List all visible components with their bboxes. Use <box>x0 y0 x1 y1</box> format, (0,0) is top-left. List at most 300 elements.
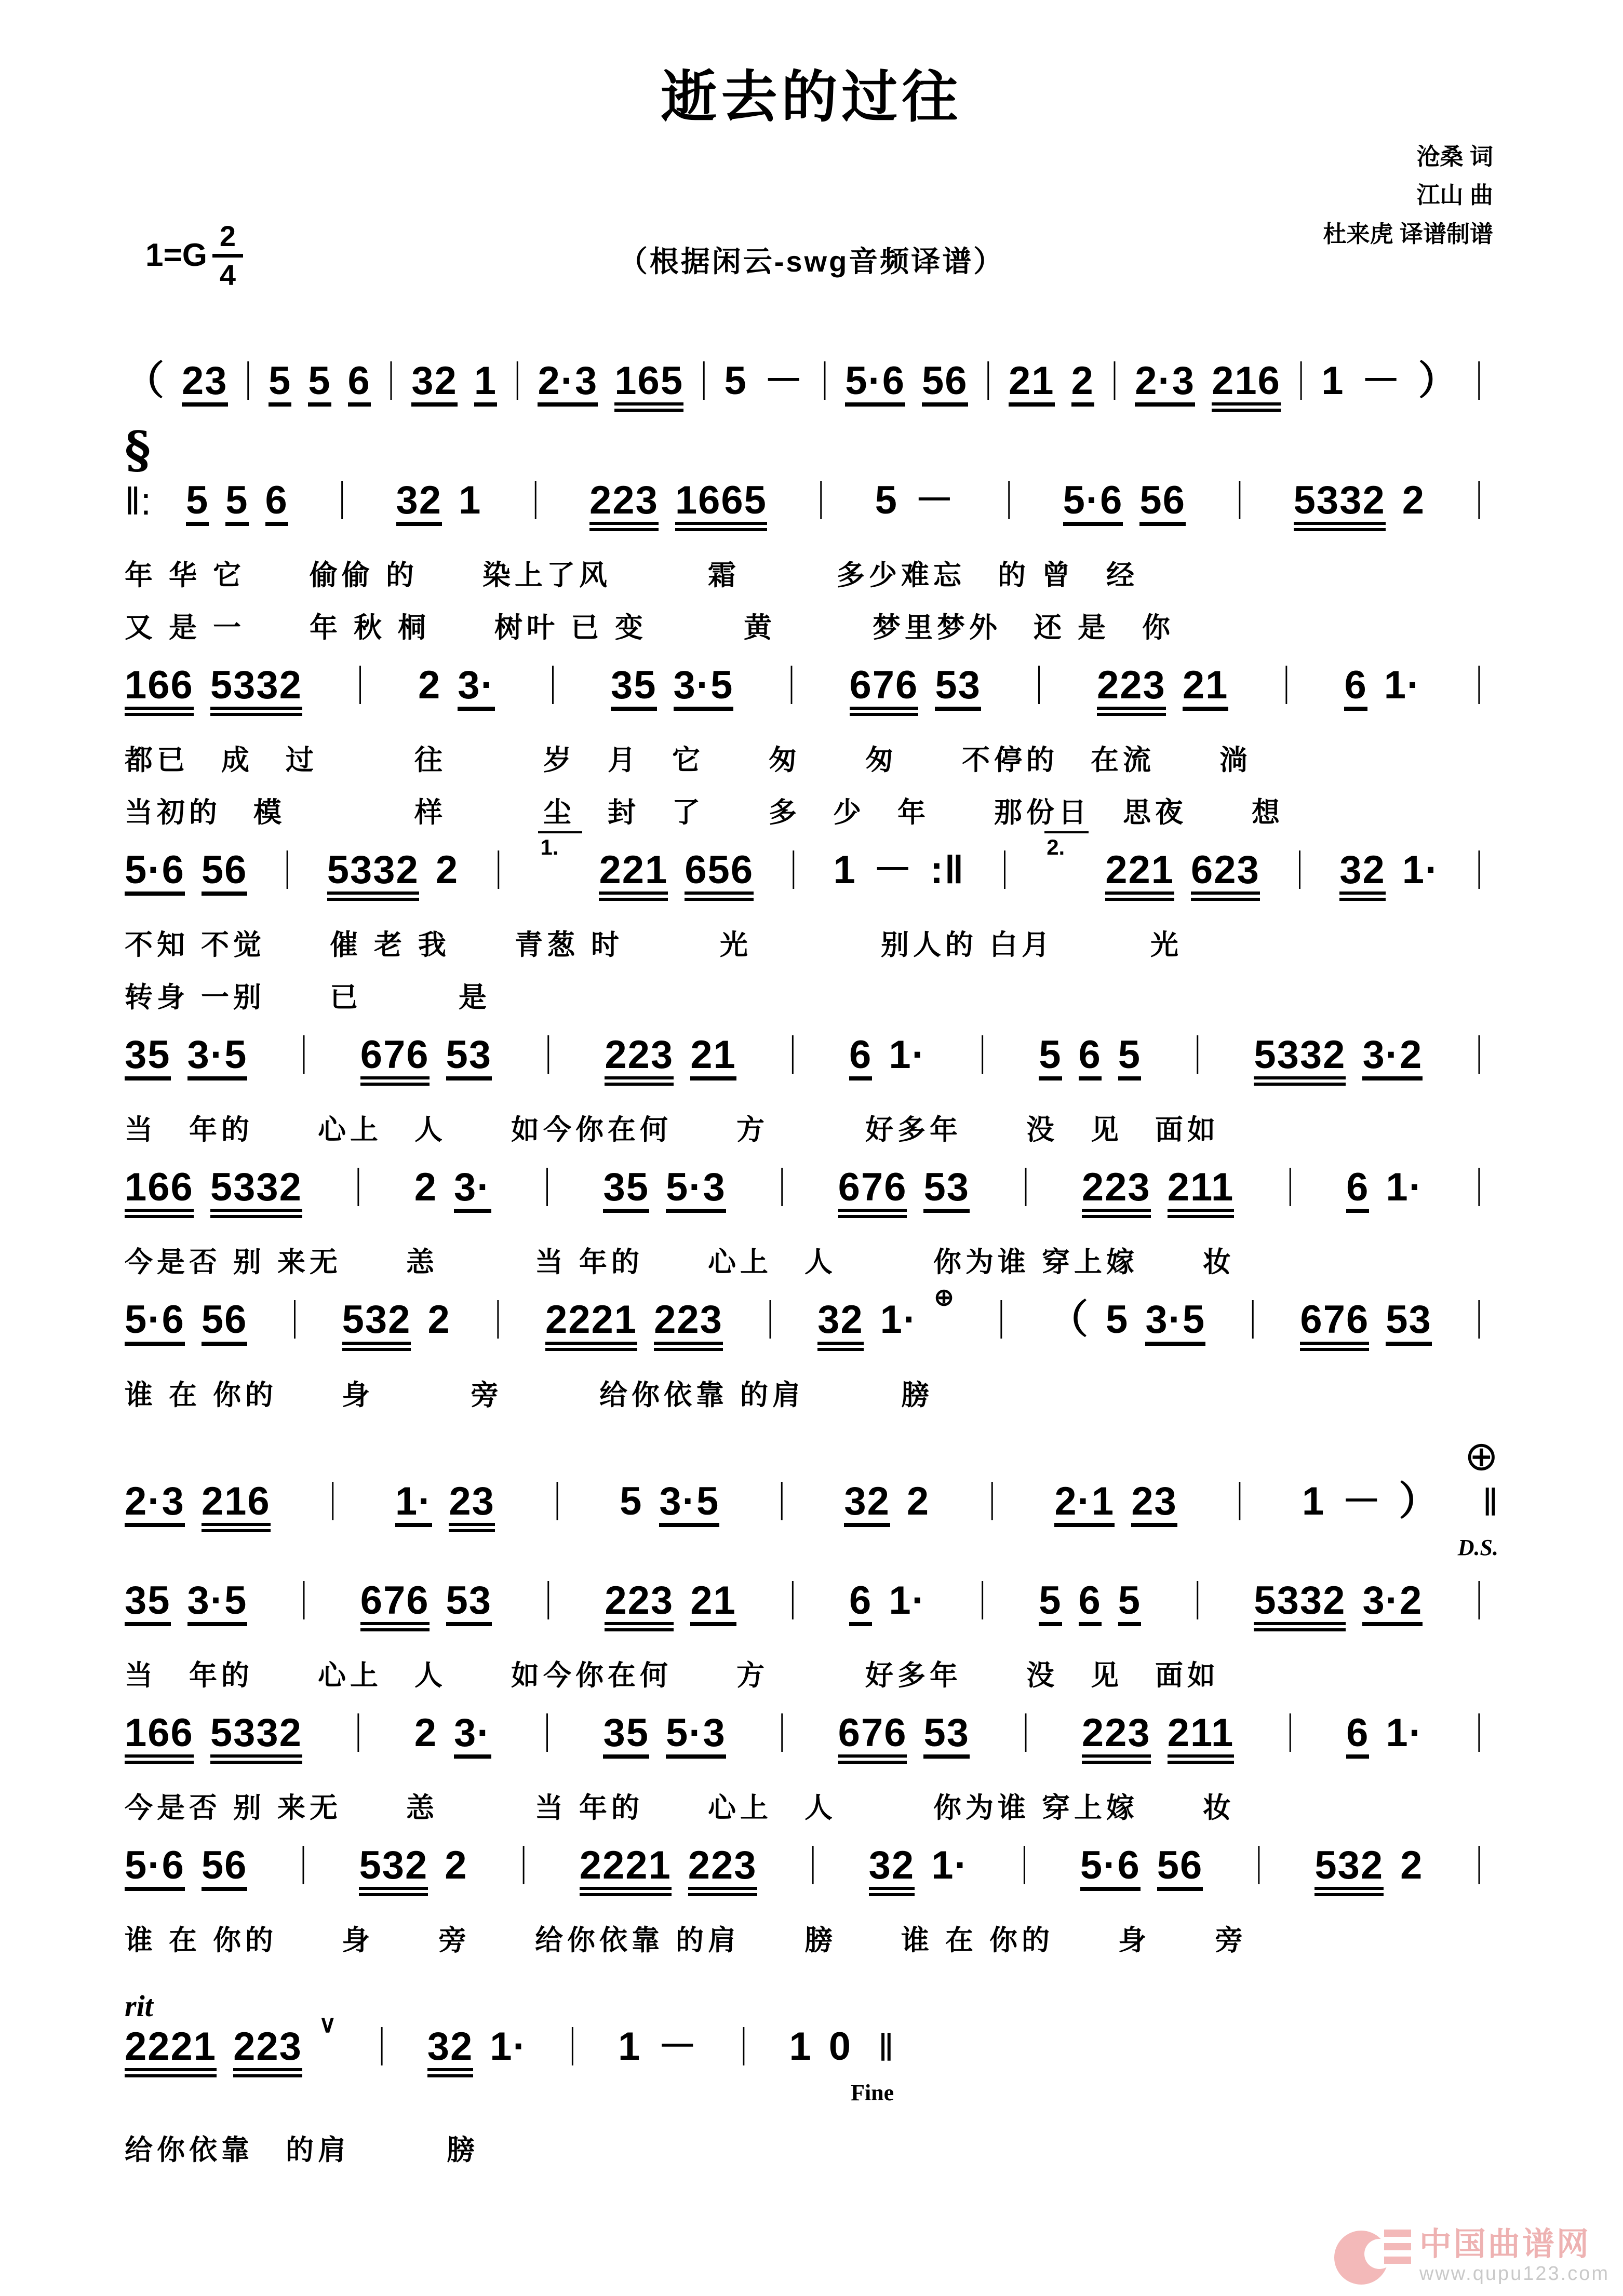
note-token: 6 <box>849 1034 872 1081</box>
note-token: ） <box>1418 359 1459 403</box>
measure <box>1082 1166 1234 1218</box>
note-token: 23 <box>182 360 228 407</box>
note-token: 5·6 <box>125 849 185 896</box>
note-token: 1· <box>1402 848 1440 893</box>
note-token: 2·3 <box>125 1480 185 1527</box>
notation-line <box>125 360 1498 412</box>
note-token: 2 <box>435 848 459 893</box>
notation-line <box>125 1034 1498 1086</box>
note-token: 532 <box>342 1299 411 1350</box>
measure <box>125 1579 247 1626</box>
note-token: 211 <box>1168 1166 1235 1218</box>
measure <box>580 1844 757 1896</box>
measure <box>125 664 302 716</box>
note-token: 32 <box>427 2025 474 2077</box>
measure <box>1039 1579 1141 1626</box>
barline: ｜ <box>528 1167 567 1210</box>
note-token: 221 <box>1105 849 1174 901</box>
measure <box>395 1480 495 1532</box>
note-token: 1 <box>833 848 856 893</box>
note-token: 2 <box>427 1298 451 1342</box>
barline: ｜ <box>528 1712 567 1755</box>
end-barline: ｜ <box>1460 1844 1498 1888</box>
note-token: 2 <box>906 1479 930 1523</box>
barline: ｜ <box>805 360 844 403</box>
measure <box>414 1712 491 1759</box>
note-token: 1 <box>474 360 497 407</box>
note-token: 1· <box>1386 1165 1423 1210</box>
note-token: 5332 <box>1254 1579 1346 1631</box>
repeat-open-barline: ‖: <box>125 480 152 523</box>
barline: ｜ <box>504 1844 543 1888</box>
note-token: 676 <box>850 664 919 716</box>
watermark-text <box>1419 2227 1609 2286</box>
note-token: 32 <box>411 360 458 407</box>
key-label: 1=G <box>145 237 207 273</box>
note-token: 56 <box>1139 479 1186 526</box>
lyrics-line: 都已 成 过 往 岁 月 它 匆 匆 不停的 在流 淌 <box>125 745 1252 776</box>
measure <box>125 1480 271 1532</box>
note-token: 5 <box>724 359 747 403</box>
end-barline: ｜ <box>1459 1712 1498 1755</box>
note-token: 676 <box>838 1712 907 1764</box>
measure <box>1049 1299 1205 1345</box>
measure <box>1339 849 1439 901</box>
note-token: 53 <box>446 1579 492 1626</box>
time-signature-bottom: 4 <box>219 259 236 291</box>
measure <box>1254 1579 1423 1631</box>
note-token: 223 <box>1082 1712 1151 1764</box>
measure <box>1063 479 1186 526</box>
measure <box>359 1844 467 1896</box>
note-token: 3·5 <box>1145 1299 1205 1345</box>
barline: ｜ <box>989 480 1028 523</box>
note-token: 2·3 <box>1135 360 1195 407</box>
measure <box>186 479 288 526</box>
note-token: （ <box>125 359 165 403</box>
note-token: 2 <box>1402 478 1426 523</box>
measure <box>605 1034 736 1086</box>
score-system <box>125 835 1498 1015</box>
note-token: 5332 <box>210 664 302 716</box>
note-token: 166 <box>125 1166 194 1218</box>
measure <box>125 1844 247 1891</box>
lyrics-line: 今是否 别 来无 恙 当 年的 心上 人 你为谁 穿上嫁 妆 <box>125 1247 1236 1278</box>
note-token: 5332 <box>1254 1034 1346 1086</box>
note-token: 6 <box>348 360 371 407</box>
measure <box>849 1579 926 1626</box>
barline: ｜ <box>1239 1844 1278 1888</box>
note-token: （ <box>1049 1298 1090 1342</box>
ornament-mark: ∨ <box>318 2010 337 2037</box>
ornament-mark: ⊕ <box>934 1284 954 1311</box>
barline: ｜ <box>685 360 723 403</box>
note-token: 676 <box>838 1166 907 1218</box>
note-token: 5·6 <box>1063 479 1123 526</box>
system-marks-row <box>125 1431 1498 1479</box>
lyrics-line: 当 年的 心上 人 如今你在何 方 好多年 没 见 面如 <box>125 1659 1219 1691</box>
note-token: 223 <box>605 1579 674 1631</box>
note-token: 35 <box>603 1166 649 1213</box>
end-barline: ｜ <box>1459 1167 1498 1210</box>
note-token: 6 <box>849 1579 872 1626</box>
measure <box>1135 360 1281 412</box>
dal-segno-mark: D.S. <box>1457 1534 1498 1560</box>
barline: ｜ <box>313 1480 352 1524</box>
barline: ｜ <box>285 1579 324 1623</box>
note-token: 56 <box>202 849 248 896</box>
measure <box>427 2025 527 2077</box>
qupu-logo-icon <box>1334 2225 1412 2288</box>
measure <box>360 1034 492 1086</box>
barline: ｜ <box>801 480 840 523</box>
notation-line <box>125 1712 1498 1764</box>
measure <box>611 664 733 711</box>
end-barline: ｜ <box>1459 1299 1498 1343</box>
barline: ｜ <box>1280 849 1319 893</box>
measure <box>1346 1712 1423 1759</box>
note-token: 5·6 <box>1080 1844 1141 1891</box>
lyrics-line: 谁 在 你的 身 旁 给你依靠 的肩 膀 谁 在 你的 身 旁 <box>125 1924 1248 1956</box>
measure <box>844 1480 930 1527</box>
note-token: 3· <box>454 1166 491 1213</box>
note-token: 53 <box>923 1712 970 1759</box>
note-token: 21 <box>690 1579 736 1626</box>
score-system <box>125 664 1498 830</box>
measure <box>327 849 459 901</box>
note-token: 5·6 <box>125 1844 185 1891</box>
barline: ｜ <box>963 1034 1002 1078</box>
note-token: 223 <box>233 2025 302 2077</box>
barline: ｜ <box>773 1034 812 1078</box>
barline: ｜ <box>275 1299 314 1343</box>
notation-line <box>125 1579 1498 1631</box>
note-token: 5·3 <box>666 1166 726 1213</box>
note-token: 1 <box>459 478 482 523</box>
measure <box>269 360 371 407</box>
note-token: 216 <box>202 1480 271 1532</box>
note-token: 6 <box>1079 1579 1102 1626</box>
note-token: 2 <box>414 1710 438 1755</box>
note-token: 5 <box>186 479 209 526</box>
note-token: 223 <box>654 1299 723 1350</box>
barline: ｜ <box>1220 480 1259 523</box>
note-token: － <box>658 2024 699 2069</box>
barline: ｜ <box>1178 1034 1217 1078</box>
below-marks-row <box>125 2079 894 2106</box>
barline: ｜ <box>1095 360 1134 403</box>
measure <box>1097 664 1228 716</box>
barline: ｜ <box>498 360 537 403</box>
score <box>125 360 1498 2168</box>
lyricist-credit: 沧桑 词 <box>1416 143 1493 170</box>
score-system <box>125 1431 1498 1561</box>
note-token: 56 <box>202 1844 248 1891</box>
barline: ｜ <box>1271 1167 1310 1210</box>
measure <box>618 2025 698 2068</box>
note-token: 165 <box>614 360 683 412</box>
system-marks-row <box>125 421 1498 480</box>
note-token: 1· <box>1386 1710 1423 1755</box>
end-barline: ｜ <box>1459 480 1498 523</box>
note-token: 1· <box>395 1480 433 1527</box>
barline: ｜ <box>1020 665 1058 708</box>
barline: ｜ <box>268 849 307 893</box>
measure <box>605 1579 736 1631</box>
note-token: 32 <box>1339 849 1386 901</box>
note-token: － <box>763 359 804 403</box>
note-token: 5 <box>875 478 898 523</box>
note-token: 2221 <box>125 2025 217 2077</box>
note-token: 532 <box>1315 1844 1384 1896</box>
measure <box>1321 360 1458 402</box>
measure <box>845 360 968 407</box>
note-token: ） <box>1399 1479 1440 1523</box>
end-barline: ｜ <box>1459 849 1498 893</box>
lyrics-line: 当初的 模 样 尘 封 了 多 少 年 那份日 思夜 想 <box>125 797 1284 829</box>
note-token: 32 <box>817 1299 864 1350</box>
time-signature-top: 2 <box>212 221 243 258</box>
barline: ｜ <box>773 1579 812 1623</box>
note-token: 211 <box>1168 1712 1235 1764</box>
measure <box>1044 835 1260 901</box>
barline: ｜ <box>1271 1712 1310 1755</box>
measure <box>789 2025 852 2068</box>
note-token: 5 <box>620 1479 643 1523</box>
note-token: 21 <box>690 1034 736 1081</box>
note-token: 676 <box>1300 1299 1369 1350</box>
score-system <box>125 360 1498 412</box>
note-token: 5 <box>1039 1034 1062 1081</box>
barline: ｜ <box>1178 1579 1217 1623</box>
barline: ｜ <box>553 2025 592 2069</box>
measure <box>849 1034 926 1081</box>
measure <box>396 479 482 526</box>
barline: ｜ <box>982 1299 1021 1343</box>
barline: ｜ <box>963 1579 1002 1623</box>
measure <box>589 479 767 531</box>
note-token: 2·1 <box>1054 1480 1115 1527</box>
measure <box>869 1844 969 1896</box>
note-token: 3· <box>458 664 495 711</box>
measure <box>125 849 247 896</box>
note-token: 3·5 <box>187 1034 248 1081</box>
measure <box>817 1284 954 1350</box>
measure <box>125 1034 247 1081</box>
note-token: 2 <box>418 663 441 708</box>
lyrics-line: 不知 不觉 催 老 我 青葱 时 光 别人的 白月 光 <box>125 929 1183 961</box>
watermark-site-name: 中国曲谱网 <box>1419 2226 1591 2263</box>
coda-icon: ⊕ <box>1464 1433 1498 1479</box>
note-token: 1 <box>789 2024 812 2069</box>
note-token: 223 <box>1082 1166 1151 1218</box>
barline: ｜ <box>363 2025 401 2069</box>
score-system <box>125 1712 1498 1826</box>
score-system <box>125 421 1498 645</box>
barline: ｜ <box>339 1167 378 1210</box>
measure <box>125 1166 302 1218</box>
note-token: 53 <box>1386 1299 1432 1345</box>
measure <box>833 849 964 892</box>
note-token: － <box>914 478 955 523</box>
end-barline: ｜ <box>1459 665 1498 708</box>
barline: ｜ <box>1233 1299 1272 1343</box>
notation-line <box>125 479 1498 531</box>
measure <box>360 1579 492 1631</box>
note-token: 2 <box>414 1165 438 1210</box>
measure <box>1254 1034 1423 1086</box>
note-token: 1· <box>490 2024 527 2069</box>
note-token: 3·5 <box>674 664 734 711</box>
note-token: 35 <box>125 1034 171 1081</box>
barline: ｜ <box>529 1034 568 1078</box>
measure <box>1294 479 1425 531</box>
measure <box>1302 1480 1439 1523</box>
note-token: :‖ <box>930 848 965 893</box>
measure <box>1315 1844 1423 1896</box>
note-token: 21 <box>1183 664 1229 711</box>
score-system <box>125 1844 1498 1958</box>
barline: ｜ <box>478 1299 517 1343</box>
note-token: 3·2 <box>1362 1034 1423 1081</box>
transcriber-credit: 杜来虎 译谱制谱 <box>1323 220 1493 247</box>
note-token: 6 <box>1079 1034 1102 1081</box>
measure <box>1346 1166 1423 1213</box>
notation-line <box>125 2010 894 2077</box>
score-system <box>125 1977 1498 2168</box>
barline: ｜ <box>516 480 555 523</box>
note-token: 5 <box>1118 1034 1141 1081</box>
barline: ｜ <box>774 849 813 893</box>
note-token: 23 <box>1131 1480 1177 1527</box>
lyrics-line: 今是否 别 来无 恙 当 年的 心上 人 你为谁 穿上嫁 妆 <box>125 1792 1236 1824</box>
measure <box>1054 1480 1177 1527</box>
segno-icon: § <box>125 421 151 480</box>
note-token: 2221 <box>580 1844 672 1896</box>
note-token: 2 <box>445 1843 468 1887</box>
barline: ｜ <box>985 849 1024 893</box>
measure <box>538 835 754 901</box>
measure <box>838 1166 970 1218</box>
barline: ｜ <box>538 1480 577 1524</box>
measure <box>1300 1299 1431 1350</box>
barline: ｜ <box>794 1844 833 1888</box>
barline: ｜ <box>1282 360 1321 403</box>
note-token: 5·3 <box>666 1712 726 1759</box>
measure <box>414 1166 491 1213</box>
note-token: 1665 <box>675 479 767 531</box>
note-token: 35 <box>611 664 657 711</box>
note-token: 223 <box>605 1034 674 1086</box>
page-title: 逝去的过往 <box>661 65 962 128</box>
note-token: 5·6 <box>125 1299 185 1345</box>
measure <box>125 1299 247 1345</box>
note-token: 6 <box>1346 1712 1369 1759</box>
note-token: 5 <box>308 360 331 407</box>
barline: ｜ <box>751 1299 789 1343</box>
note-token: 656 <box>685 849 754 901</box>
logo-bars <box>1384 2230 1411 2264</box>
note-token: 2 <box>1071 360 1094 407</box>
note-token: 3· <box>454 1712 491 1759</box>
note-token: 5332 <box>210 1712 302 1764</box>
note-token: 2 <box>1400 1843 1424 1887</box>
measure <box>538 360 683 412</box>
lyrics-line: 又 是 一 年 秋 桐 树叶 已 变 黄 梦里梦外 还 是 你 <box>125 612 1175 644</box>
note-token: 23 <box>449 1480 495 1532</box>
note-token: 223 <box>1097 664 1166 716</box>
measure <box>838 1712 970 1764</box>
note-token: 1· <box>931 1843 969 1887</box>
note-token: 1· <box>880 1298 918 1342</box>
end-barline: ｜ <box>1459 1034 1498 1078</box>
note-token: 1 <box>1321 359 1345 403</box>
note-token: 223 <box>589 479 659 531</box>
note-token: 5332 <box>327 849 419 901</box>
composer-credit: 江山 曲 <box>1416 182 1493 209</box>
measure <box>1080 1844 1203 1891</box>
note-token: 3·2 <box>1362 1579 1423 1626</box>
note-token: 676 <box>360 1034 430 1086</box>
measure <box>125 2010 337 2077</box>
note-token: 35 <box>125 1579 171 1626</box>
measure <box>1009 360 1094 407</box>
note-token: 5 <box>1039 1579 1062 1626</box>
volta-label: 1. <box>538 831 582 858</box>
header-row <box>125 132 1498 356</box>
measure <box>603 1712 726 1759</box>
note-token: 5332 <box>1294 479 1386 531</box>
note-token: 2221 <box>545 1299 637 1350</box>
barline: ｜ <box>1220 1480 1259 1524</box>
barline: ｜ <box>479 849 518 893</box>
score-system <box>125 1284 1498 1412</box>
note-token: 5·6 <box>845 360 905 407</box>
note-token: 5 <box>225 479 248 526</box>
note-token: 32 <box>844 1480 890 1527</box>
barline: ｜ <box>323 480 361 523</box>
note-token: 5 <box>1118 1579 1141 1626</box>
score-system <box>125 1166 1498 1280</box>
note-token: 56 <box>202 1299 248 1345</box>
barline: ｜ <box>285 1034 324 1078</box>
note-token: 32 <box>396 479 442 526</box>
barline: ｜ <box>1006 1167 1045 1210</box>
barline: ｜ <box>229 360 267 403</box>
note-token: 3·5 <box>659 1480 719 1527</box>
barline: ｜ <box>533 665 572 708</box>
measure <box>1082 1712 1234 1764</box>
note-token: 32 <box>869 1844 915 1896</box>
note-token: 221 <box>599 849 668 901</box>
barline: ｜ <box>762 1712 801 1755</box>
end-barline: ｜ <box>1459 360 1498 403</box>
note-token: 3·5 <box>187 1579 248 1626</box>
note-token: 166 <box>125 1712 194 1764</box>
measure <box>850 664 981 716</box>
watermark <box>1334 2225 1609 2288</box>
note-token: 223 <box>688 1844 757 1896</box>
barline: ｜ <box>762 1480 801 1524</box>
note-token: 5332 <box>210 1166 302 1218</box>
barline: ｜ <box>1267 665 1306 708</box>
note-token: 1 <box>1302 1479 1325 1523</box>
note-token: 35 <box>603 1712 649 1759</box>
note-token: 53 <box>446 1034 492 1081</box>
measure <box>725 360 804 402</box>
below-marks-row <box>125 1534 1498 1561</box>
note-token: 21 <box>1009 360 1055 407</box>
